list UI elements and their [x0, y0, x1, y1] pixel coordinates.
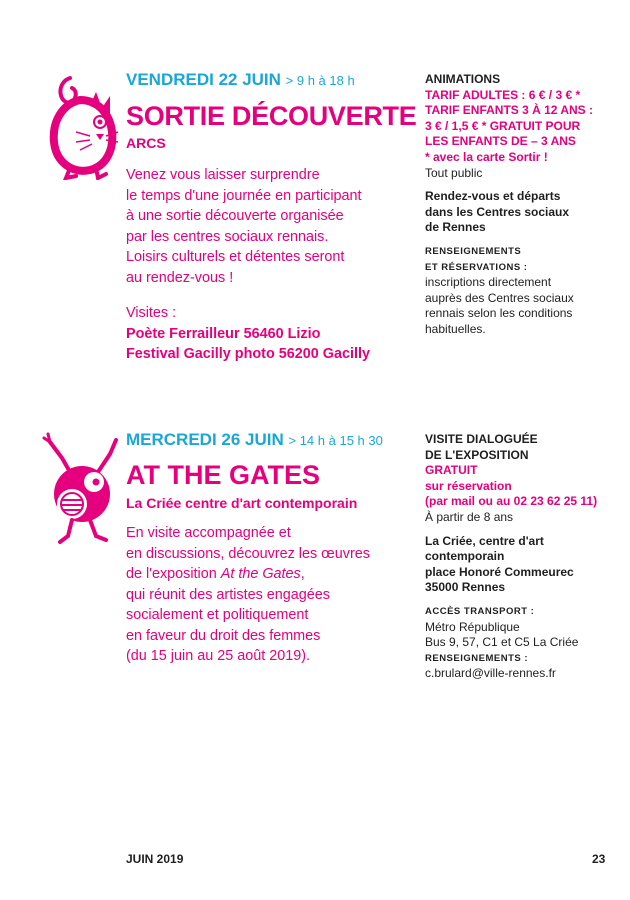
event1-visit-item: Festival Gacilly photo 56200 Gacilly: [126, 346, 370, 362]
event1-title: SORTIE DÉCOUVERTE: [126, 101, 417, 131]
event2-desc-line: socialement et politiquement: [126, 607, 309, 623]
side1-info-line: auprès des Centres sociaux: [425, 290, 574, 305]
side2-reservation-line: sur réservation: [425, 478, 512, 493]
side1-tarif-line: 3 € / 1,5 € * GRATUIT POUR: [425, 118, 581, 133]
event1-date: [126, 70, 355, 90]
dancing-figure-illustration: [36, 428, 124, 546]
event2-desc-prefix: de l'exposition: [126, 566, 221, 582]
side2-reservation-line: (par mail ou au 02 23 62 25 11): [425, 494, 598, 509]
event1-desc-line: le temps d'une journée en participant: [126, 187, 362, 204]
side2-info-label: RENSEIGNEMENTS :: [425, 652, 529, 664]
footer-month: JUIN 2019: [126, 852, 184, 866]
side1-info-line: rennais selon les conditions: [425, 306, 573, 321]
side1-heading: ANIMATIONS: [425, 72, 501, 86]
event1-desc-line: au rendez-vous !: [126, 269, 234, 286]
event2-date-text: MERCREDI 26 JUIN: [126, 430, 284, 449]
side1-tarif-line: LES ENFANTS DE – 3 ANS: [425, 134, 576, 149]
side1-info-label: ET RÉSERVATIONS :: [425, 261, 528, 273]
event2-time: > 14 h à 15 h 30: [288, 433, 383, 448]
event1-time: > 9 h à 18 h: [285, 73, 355, 88]
side2-address-line: contemporain: [425, 549, 505, 564]
event2-desc-line: En visite accompagnée et: [126, 525, 291, 541]
side1-tarif-line: TARIF ADULTES : 6 € / 3 € *: [425, 87, 581, 102]
event1-subtitle: ARCS: [126, 135, 166, 151]
event1-description: [126, 165, 411, 288]
event1-visits: [126, 303, 416, 365]
side2-transport-label: ACCÈS TRANSPORT :: [425, 605, 535, 617]
side2-address-line: La Criée, centre d'art: [425, 533, 544, 548]
side2-gratuit: GRATUIT: [425, 463, 478, 478]
side2-transport-line: Métro République: [425, 619, 520, 634]
side1-rdv-line: Rendez-vous et départs: [425, 189, 561, 204]
event2-desc-line: en discussions, découvrez les œuvres: [126, 545, 370, 562]
side2-age: À partir de 8 ans: [425, 509, 514, 524]
event2-desc-line: (du 15 juin au 25 août 2019).: [126, 648, 311, 664]
side1-tarif-line: TARIF ENFANTS 3 À 12 ANS :: [425, 103, 594, 118]
event2-title: AT THE GATES: [126, 460, 320, 490]
page-number: 23: [592, 852, 606, 866]
event1-desc-line: par les centres sociaux rennais.: [126, 228, 329, 245]
side1-rdv-line: dans les Centres sociaux: [425, 204, 570, 219]
side1-tarif-line: * avec la carte Sortir !: [425, 149, 548, 164]
event1-info-panel: [425, 72, 620, 338]
event2-desc-line: en faveur du droit des femmes: [126, 627, 321, 644]
event1-visits-label: Visites :: [126, 305, 177, 321]
side1-info-line: inscriptions directement: [425, 275, 552, 290]
side2-heading: VISITE DIALOGUÉE: [425, 432, 538, 446]
event2-desc-line: qui réunit des artistes engagées: [126, 586, 330, 603]
event1-desc-line: Venez vous laisser surprendre: [126, 167, 320, 183]
event2-expo-suffix: ,: [300, 566, 305, 582]
event1-visit-item: Poète Ferrailleur 56460 Lizio: [126, 325, 321, 342]
side2-transport-line: Bus 9, 57, C1 et C5 La Criée: [425, 635, 579, 650]
event2-subtitle: La Criée centre d'art contemporain: [126, 495, 358, 511]
event1-desc-line: à une sortie découverte organisée: [126, 208, 344, 224]
event2-description: [126, 523, 416, 667]
side2-address-line: place Honoré Commeurec: [425, 564, 574, 579]
side1-info-label: RENSEIGNEMENTS: [425, 245, 522, 257]
side1-info-line: habituelles.: [425, 321, 486, 336]
event2-expo-name: At the Gates: [220, 566, 301, 582]
event2-date: [126, 430, 383, 450]
side2-heading: DE L'EXPOSITION: [425, 447, 529, 462]
side2-address-line: 35000 Rennes: [425, 580, 506, 595]
cat-illustration: [40, 70, 122, 180]
event2-info-panel: [425, 432, 620, 682]
event2-desc-line: [126, 564, 416, 585]
event1-date-text: VENDREDI 22 JUIN: [126, 70, 281, 89]
side2-email: c.brulard@ville-rennes.fr: [425, 666, 556, 681]
side1-public: Tout public: [425, 165, 483, 180]
side1-rdv-line: de Rennes: [425, 220, 486, 235]
event1-desc-line: Loisirs culturels et détentes seront: [126, 249, 345, 265]
